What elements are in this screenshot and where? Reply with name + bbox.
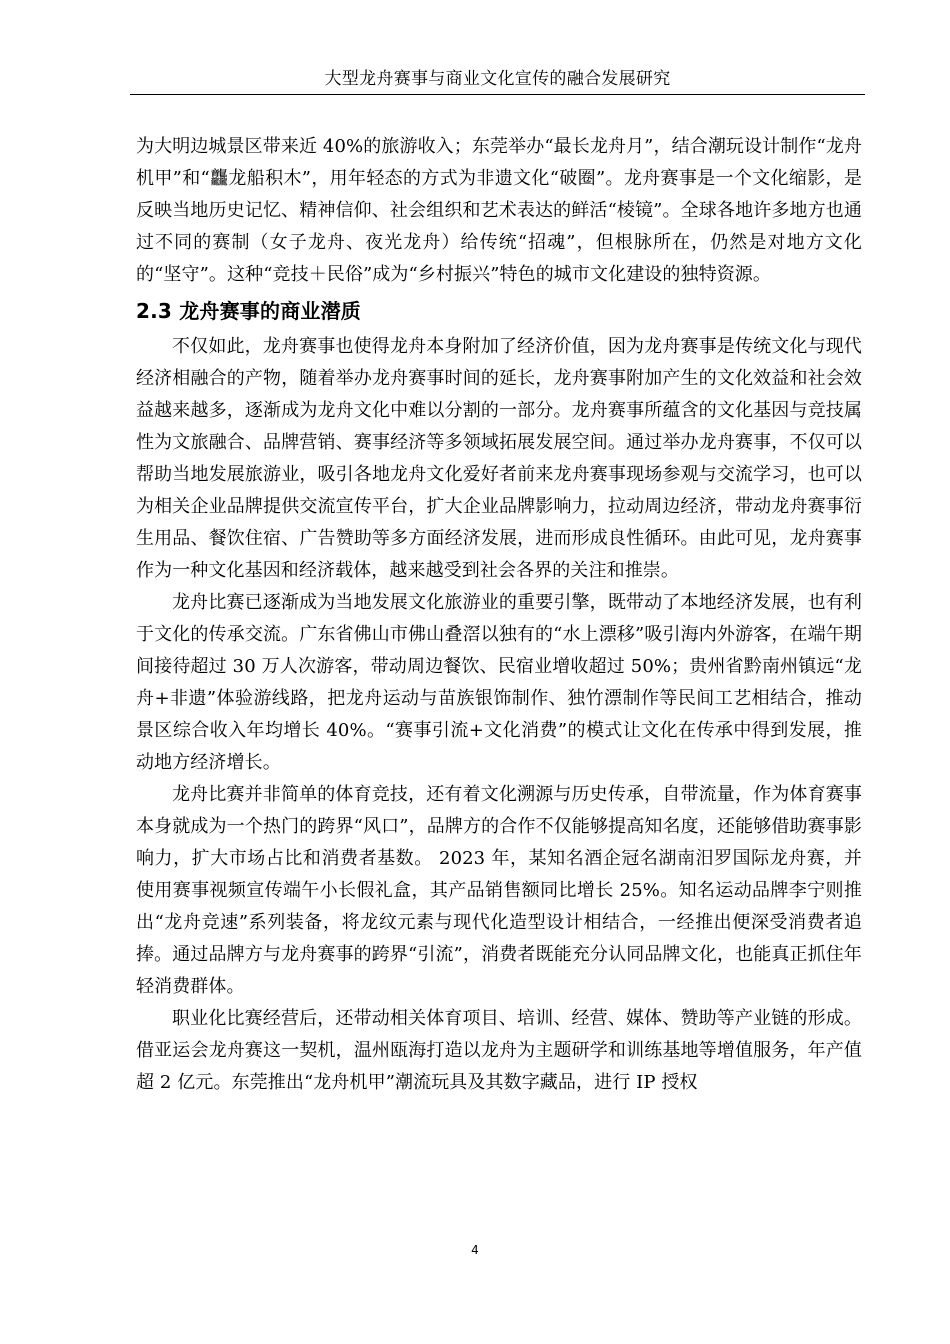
body-paragraph: 龙舟比赛已逐渐成为当地发展文化旅游业的重要引擎，既带动了本地经济发展，也有利于文化的传承交流。广东省佛山市佛山叠滘以独有的“水上漂移”吸引海内外游客，在端午期间接待超过 30 万人次游客，带动周边餐饮、民宿业增收超过 50%；贵州省黔南州镇远“龙舟+非遗”体验游线路，把龙舟运动与苗族银饰制作、独竹漂制作等民间工艺相结合，推动景区综合收入年均增长 40%。“赛事引流+文化消费”的模式让文化在传承中得到发展，推动地方经济增长。 <box>136 592 862 773</box>
running-header <box>130 68 865 95</box>
body-paragraph: 不仅如此，龙舟赛事也使得龙舟本身附加了经济价值，因为龙舟赛事是传统文化与现代经济相融合的产物，随着举办龙舟赛事时间的延长，龙舟赛事附加产生的文化效益和社会效益越来越多，逐渐成为龙舟文化中难以分割的一部分。龙舟赛事所蕴含的文化基因与竞技属性为文旅融合、品牌营销、赛事经济等多领域拓展发展空间。通过举办龙舟赛事，不仅可以帮助当地发展旅游业，吸引各地龙舟文化爱好者前来龙舟赛事现场参观与交流学习，也可以为相关企业品牌提供交流宣传平台，扩大企业品牌影响力，拉动周边经济，带动龙舟赛事衍生用品、餐饮住宿、广告赞助等多方面经济发展，进而形成良性循环。由此可见，龙舟赛事作为一种文化基因和经济载体，越来越受到社会各界的关注和推崇。 <box>136 336 862 581</box>
continued-paragraph: 为大明边城景区带来近 40%的旅游收入；东莞举办“最长龙舟月”，结合潮玩设计制作“龙舟机甲”和“龘龙船积木”，用年轻态的方式为非遗文化“破圈”。龙舟赛事是一个文化缩影，是反映当地历史记忆、精神信仰、社会组织和艺术表达的鲜活“棱镜”。全球各地许多地方也通过不同的赛制（女子龙舟、夜光龙舟）给传统“招魂”，但根脉所在，仍然是对地方文化的“坚守”。这种“竞技＋民俗”成为“乡村振兴”特色的城市文化建设的独特资源。 <box>136 136 862 285</box>
body-paragraph: 职业化比赛经营后，还带动相关体育项目、培训、经营、媒体、赞助等产业链的形成。借亚运会龙舟赛这一契机，温州瓯海打造以龙舟为主题研学和训练基地等增值服务，年产值超 2 亿元。东莞推出“龙舟机甲”潮流玩具及其数字藏品，进行 IP 授权 <box>136 1008 862 1093</box>
page-number: 4 <box>471 1243 479 1257</box>
body-paragraph: 龙舟比赛并非简单的体育竞技，还有着文化溯源与历史传承，自带流量，作为体育赛事本身就成为一个热门的跨界“风口”，品牌方的合作不仅能够提高知名度，还能够借助赛事影响力，扩大市场占比和消费者基数。 2023 年，某知名酒企冠名湖南汨罗国际龙舟赛，并使用赛事视频宣传端午小长假礼盒，其产品销售额同比增长 25%。知名运动品牌李宁则推出“龙舟竞速”系列装备，将龙纹元素与现代化造型设计相结合，一经推出便深受消费者追捧。通过品牌方与龙舟赛事的跨界“引流”，消费者既能充分认同品牌文化，也能真正抓住年轻消费群体。 <box>136 784 862 997</box>
page-body <box>136 131 862 1099</box>
header-title: 大型龙舟赛事与商业文化宣传的融合发展研究 <box>324 69 671 89</box>
section-heading: 2.3 龙舟赛事的商业潜质 <box>136 299 361 323</box>
